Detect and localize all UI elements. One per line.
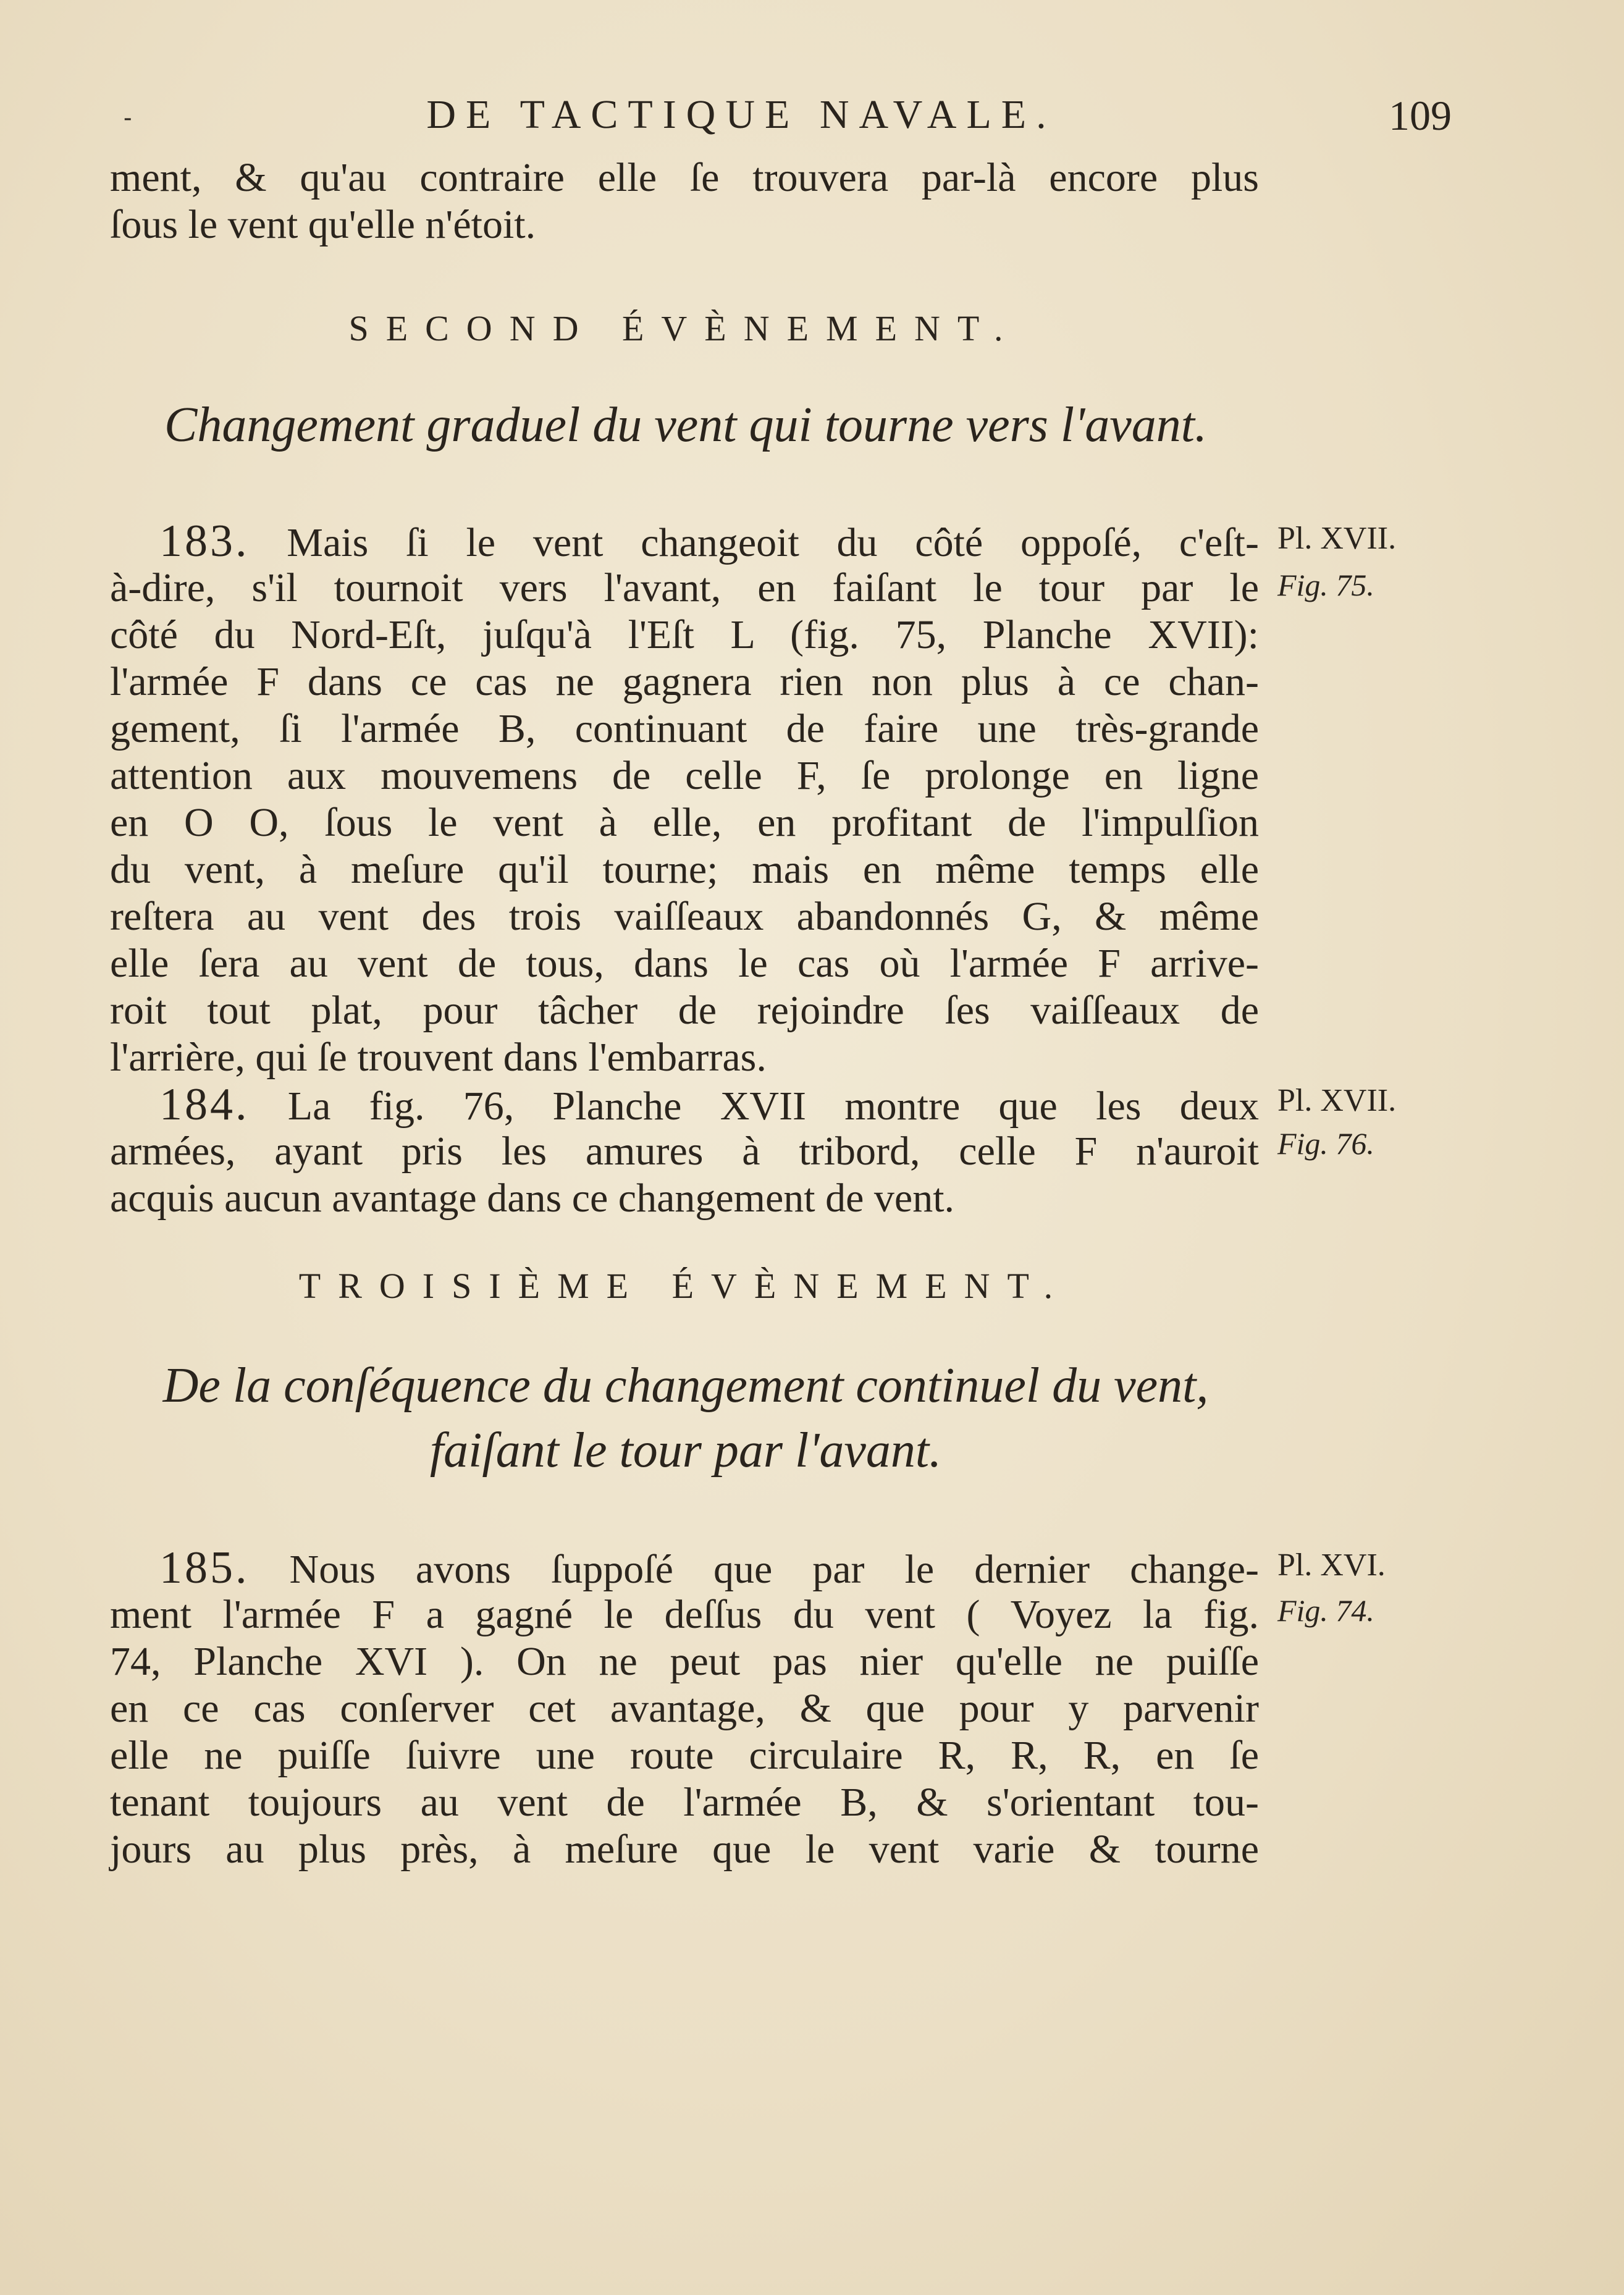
text-line: l'arrière, qui ſe trouvent dans l'embarras. <box>110 1035 767 1080</box>
paragraph-number: 184. <box>159 1079 250 1130</box>
text-line: à-dire, s'il tournoit vers l'avant, en faiſant le tour par le <box>110 565 1259 610</box>
margin-note-figure: Fig. 74. <box>1277 1593 1374 1628</box>
text-line: ment l'armée F a gagné le deſſus du vent ( Voyez la fig. <box>110 1592 1259 1637</box>
text-line: du vent, à meſure qu'il tourne; mais en même temps elle <box>110 847 1259 892</box>
section-subtitle: Changement graduel du vent qui tourne vers l'avant. <box>164 398 1207 452</box>
paragraph-first-line: 183. Mais ſi le vent changeoit du côté oppoſé, c'eſt- <box>159 516 1259 566</box>
section-subtitle: De la conſéquence du changement continuel du vent, <box>162 1358 1209 1413</box>
text-line: elle ne puiſſe ſuivre une route circulaire R, R, R, en ſe <box>110 1733 1259 1778</box>
section-subtitle: faiſant le tour par l'avant. <box>429 1423 942 1478</box>
text-line: gement, ſi l'armée B, continuant de faire une très-grande <box>110 706 1259 751</box>
section-heading: TROISIÈME ÉVÈNEMENT. <box>298 1266 1071 1306</box>
text-line: attention aux mouvemens de celle F, ſe prolonge en ligne <box>110 753 1259 798</box>
paragraph-first-line: 185. Nous avons ſuppoſé que par le dernier change- <box>159 1543 1260 1593</box>
text-line: armées, ayant pris les amures à tribord, celle F n'auroit <box>110 1129 1259 1174</box>
paragraph-first-line: 184. La fig. 76, Planche XVII montre que les deux <box>159 1079 1259 1130</box>
text-line: ment, & qu'au contraire elle ſe trouvera par-là encore plus <box>110 155 1259 200</box>
running-title: DE TACTIQUE NAVALE. <box>426 92 1056 137</box>
text-line: 74, Planche XVI ). On ne peut pas nier qu'elle ne puiſſe <box>110 1639 1259 1684</box>
margin-note-figure: Fig. 75. <box>1277 568 1374 602</box>
text-line: en O O, ſous le vent à elle, en profitant de l'impulſion <box>110 800 1259 845</box>
text-line: elle ſera au vent de tous, dans le cas où l'armée F arrive- <box>110 941 1259 986</box>
header-mark: - <box>124 104 132 132</box>
margin-note-figure: Fig. 76. <box>1277 1126 1374 1161</box>
running-header <box>111 91 1452 141</box>
text-line: en ce cas conſerver cet avantage, & que pour y parvenir <box>110 1686 1259 1731</box>
page-number: 109 <box>1389 92 1452 139</box>
text-line: jours au plus près, à meſure que le vent varie & tourne <box>110 1827 1259 1872</box>
text-line: tenant toujours au vent de l'armée B, & s'orientant tou- <box>110 1780 1259 1825</box>
text-line: ſous le vent qu'elle n'étoit. <box>110 202 536 247</box>
section-heading: SECOND ÉVÈNEMENT. <box>348 308 1020 348</box>
text-line: l'armée F dans ce cas ne gagnera rien non plus à ce chan- <box>110 659 1259 704</box>
margin-note-plate: Pl. XVI. <box>1277 1548 1386 1583</box>
text-line: côté du Nord-Eſt, juſqu'à l'Eſt L (fig. 75, Planche XVII): <box>110 612 1259 657</box>
margin-note-plate: Pl. XVII. <box>1277 521 1397 556</box>
paragraph-number: 183. <box>159 516 250 566</box>
text-line: roit tout plat, pour tâcher de rejoindre ſes vaiſſeaux de <box>110 988 1259 1033</box>
text-line: acquis aucun avantage dans ce changement de vent. <box>110 1176 955 1221</box>
text-line: reſtera au vent des trois vaiſſeaux abandonnés G, & même <box>110 894 1259 939</box>
paragraph-number: 185. <box>159 1543 250 1593</box>
margin-note-plate: Pl. XVII. <box>1277 1083 1397 1118</box>
